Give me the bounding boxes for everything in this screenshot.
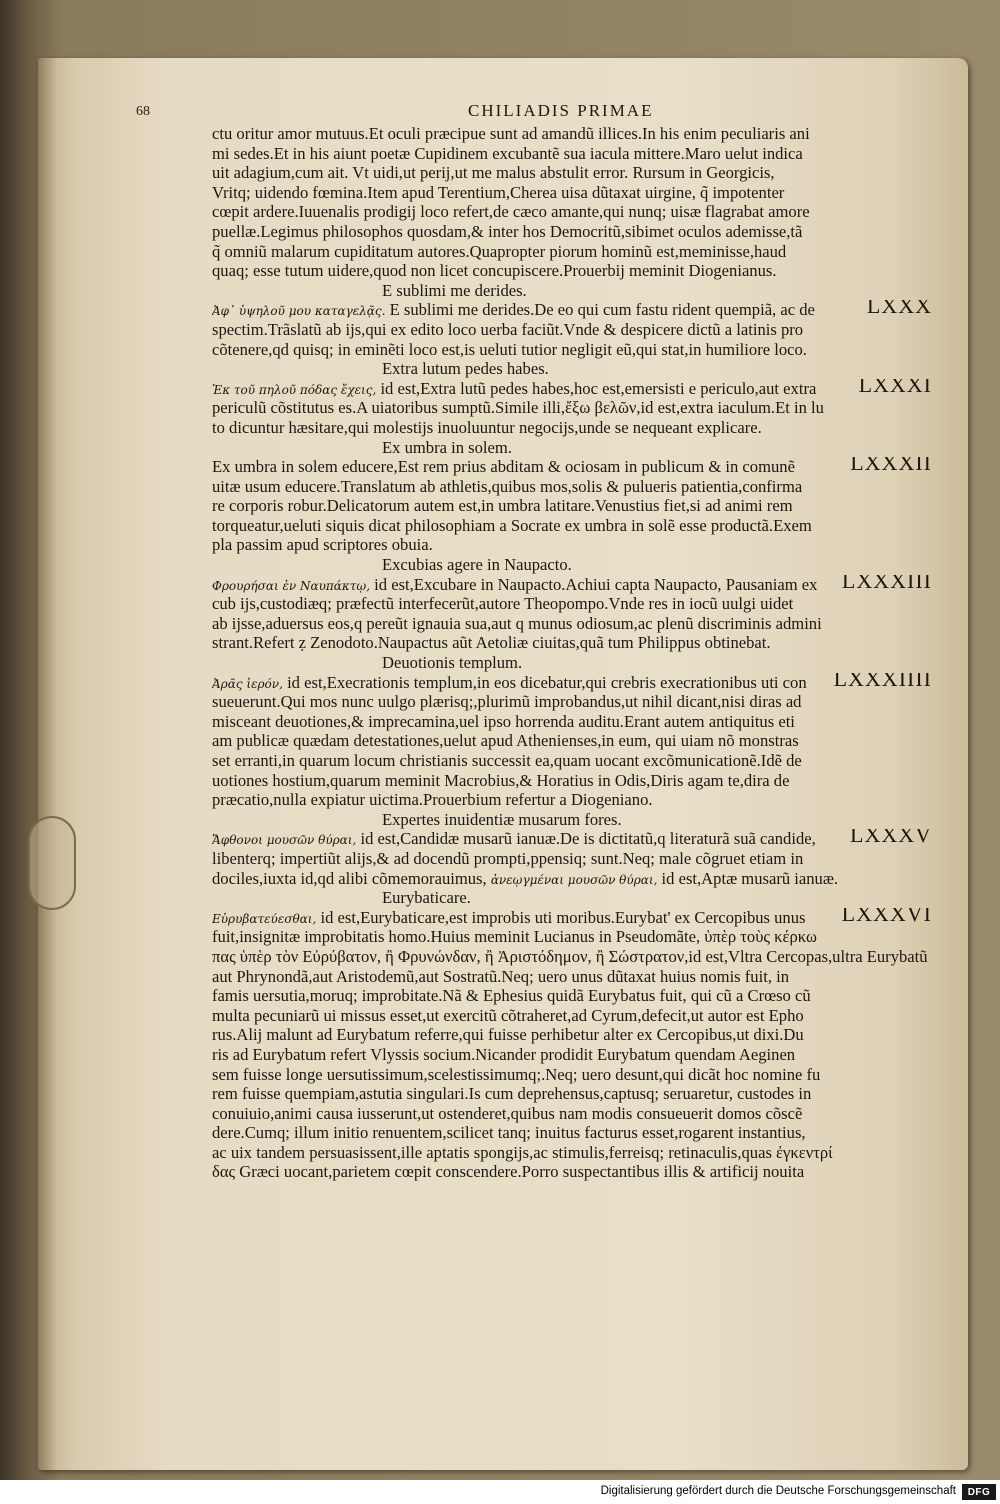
text-line <box>212 496 932 516</box>
text-line <box>212 418 932 438</box>
greek-phrase: Ἀρᾶς ἱερόν, <box>212 676 283 691</box>
adage-number: LXXXIIII <box>833 672 932 691</box>
text-line <box>212 340 932 360</box>
text-line <box>212 1045 932 1065</box>
text-line <box>212 790 932 810</box>
adage-number: LXXXI <box>858 378 932 397</box>
adage-number: LXXXII <box>850 457 932 476</box>
line-text: spectim.Trãslatũ ab ijs,qui ex edito loco uerba faciũt.Vnde & despicere dictũ a latinis pro <box>212 319 804 339</box>
adage-entry-line <box>212 379 932 399</box>
text-line <box>212 614 932 634</box>
text-line <box>212 751 932 771</box>
adage-entry-line <box>212 300 932 320</box>
adage-number: LXXXV <box>850 829 932 848</box>
line-text: Extra lutum pedes habes. <box>382 359 549 379</box>
line-text: id est,Execrationis templum,in eos dicebatur,qui crebris execrationibus uti con <box>287 672 807 692</box>
line-text: ab ijsse,aduersus eos,q pereũt ignauia sua,aut q munus odiosum,ac plenũ discriminis admini <box>212 613 822 633</box>
line-text: Eurybaticare. <box>382 888 471 908</box>
greek-phrase: Εὐρυβατεύεσθαι, <box>212 911 317 926</box>
adage-title <box>212 555 932 575</box>
line-text: rus.Alij malunt ad Eurybatum referre,qui fuisse perhibetur alter ex Cercopibus,ut dixi.Du <box>212 1025 804 1045</box>
line-text: cõtenere,qd quisq; in eminẽti loco est,is ueluti tutior negligit eũ,qui stat,in humiliore loco. <box>212 339 807 359</box>
adage-entry-line <box>212 829 932 849</box>
text-line <box>212 242 932 262</box>
adage-entry-line <box>212 457 932 477</box>
line-text: quaq; esse tutum uidere,quod non licet concupiscere.Prouerbij meminit Diogenianus. <box>212 261 777 281</box>
line-text: fuit,insignitæ improbitatis homo.Huius meminit Lucianus in Pseudomãte, ὑπὲρ τοὺς κέρκω <box>212 927 817 947</box>
text-line <box>212 731 932 751</box>
text-line <box>212 986 932 1006</box>
line-text: multa pecuniarũ ui missus esset,ut exercitũ cõtraheret,ad Cyrum,defecit,ut autor est Epho <box>212 1005 804 1025</box>
line-text: mi sedes.Et in his aiunt poetæ Cupidinem excubantẽ sua iacula mittere.Maro uelut indica <box>212 143 803 163</box>
line-text: Deuotionis templum. <box>382 653 523 673</box>
line-text: sueuerunt.Qui mos nunc uulgo plærisq;,plurimũ improbandus,ut nihil dicant,nisi diras ad <box>212 692 802 712</box>
text-line <box>212 947 932 967</box>
line-text: id est,Excubare in Naupacto.Achiui capta Naupacto, Pausaniam ex <box>374 574 818 594</box>
line-text: set erranti,in quarum locum christianis successit ea,quam uocant excõmunicationẽ.Idẽ de <box>212 751 802 770</box>
line-text: id est,Aptæ musarũ ianuæ. <box>661 868 839 888</box>
line-text: id est,Extra lutũ pedes habes,hoc est,emersisti e periculo,aut extra <box>380 378 817 398</box>
line-text: uotiones hostium,quarum meminit Macrobius,& Horatius in Odis,Diris agam te,dira de <box>212 770 790 790</box>
line-text: cub ijs,custodiæq; præfectũ interfecerũt,autore Theopompo.Vnde res in iocũ uulgi uidet <box>212 594 794 614</box>
line-text: dere.Cumq; illum initio renuentem,scilicet tanq; inuitus facturus esset,rogarent instantius, <box>212 1123 806 1143</box>
line-text: misceant deuotiones,& imprecamina,uel ipso horrenda auditu.Erant autem antiquitus eti <box>212 711 795 731</box>
line-text: conuiuio,animi causa iusserunt,ut ostenderet,quibus nam modis consueuerit domos cõscẽ <box>212 1103 803 1123</box>
adage-number: LXXX <box>866 300 932 319</box>
text-line <box>212 163 932 183</box>
adage-entry-line <box>212 673 932 693</box>
text-line <box>212 967 932 987</box>
adage-title <box>212 281 932 301</box>
line-text: Excubias agere in Naupacto. <box>382 555 572 575</box>
line-text: Vritq; uidendo fœmina.Item apud Terentium,Cherea uisa dũtaxat uirgine, q̃ impotenter <box>212 182 785 202</box>
text-line <box>212 222 932 242</box>
line-text: puellæ.Legimus philosophos quosdam,& inter hos Democritũ,sibimet oculos ademisse,tã <box>212 221 803 241</box>
text-line <box>212 124 932 144</box>
line-text: strant.Refert ẓ Zenodoto.Naupactus aũt Aetoliæ ciuitas,quã tum Philippus obtinebat. <box>212 633 771 653</box>
text-line <box>212 869 932 889</box>
adage-number: LXXXVI <box>841 907 932 926</box>
line-text: Expertes inuidentiæ musarum fores. <box>382 809 622 829</box>
page-gutter <box>38 58 56 1470</box>
line-text: periculũ cõstitutus es.A uiatoribus sumptũ.Simile illi,ἔξω βελῶν,id est,extra iaculum.Et in lu <box>212 398 824 418</box>
greek-phrase: Ἀφ᾽ ὑψηλοῦ μου καταγελᾷς. <box>212 304 386 319</box>
text-line <box>212 535 932 555</box>
greek-phrase: Ἐκ τοῦ πηλοῦ πόδας ἔχεις, <box>212 382 377 397</box>
text-line <box>212 202 932 222</box>
line-text: id est,Eurybaticare,est improbis uti moribus.Eurybat' ex Cercopibus unus <box>320 907 806 927</box>
line-text: q̃ omniũ malarum cupiditatum autores.Quapropter piorum hominũ est,meminisse,haud <box>212 241 787 261</box>
line-text: rem fuisse quempiam,astutia singulari.Is cum deprehensus,captusq; seruaretur, custodes in <box>212 1084 812 1104</box>
line-text: ctu oritur amor mutuus.Et oculi præcipue sunt ad amandũ illices.In his enim peculiaris ani <box>212 124 810 143</box>
line-text: πας ὑπὲρ τὸν Εὐρύβατον, ἢ Φρυνώνδαν, ἢ Ἀριστόδημον, ἢ Σώστρατον,id est,Vltra Cercopas,ultra Eurybatũ <box>212 946 928 966</box>
greek-phrase: Φρουρήσαι ἐν Ναυπάκτῳ, <box>212 578 371 593</box>
line-text: re corporis robur.Delicatorum autem est,in umbra latitare.Venustius fiet,si ad animi rem <box>212 496 793 516</box>
footer-bar <box>0 1480 1000 1504</box>
text-line <box>212 692 932 712</box>
text-line <box>212 712 932 732</box>
adage-title <box>212 653 932 673</box>
text-line <box>212 320 932 340</box>
greek-phrase: Ἄφθονοι μουσῶν θύραι, <box>212 833 357 848</box>
line-text: E sublimi me derides.De eo qui cum fastu rident quempiã, ac de <box>389 300 815 320</box>
line-text: præcatio,nulla expiatur uictima.Prouerbium refertur a Diogeniano. <box>212 790 653 810</box>
line-text: torqueatur,ueluti siquis dicat philosophiam a Socrate ex umbra in solẽ esse productã.Exem <box>212 515 812 535</box>
text-line <box>212 1104 932 1124</box>
line-text: famis uersutia,moruq; improbitate.Nã & Ephesius quidã Eurybatus fuit, qui cũ a Crœso cũ <box>212 986 811 1006</box>
dfg-logo: DFG <box>962 1484 996 1500</box>
adage-entry-line <box>212 575 932 595</box>
text-line <box>212 398 932 418</box>
text-line <box>212 1143 932 1163</box>
page-body <box>212 124 932 1182</box>
text-line <box>212 1065 932 1085</box>
adage-title <box>212 438 932 458</box>
line-text: id est,Candidæ musarũ ianuæ.De is dictitatũ,q literaturã suã candide, <box>360 829 816 849</box>
text-line <box>212 1006 932 1026</box>
text-line <box>212 1084 932 1104</box>
line-text: aut Phrynondã,aut Aristodemũ,aut Sostratũ.Neq; uero unus dũtaxat huius nomis fuit, in <box>212 966 790 986</box>
text-line <box>212 1123 932 1143</box>
line-text: uit adagium,cum ait. Vt uidi,ut perij,ut me malus abstulit error. Rursum in Georgicis, <box>212 163 775 183</box>
line-text: pla passim apud scriptores obuia. <box>212 535 433 555</box>
adage-title <box>212 810 932 830</box>
text-line <box>212 1025 932 1045</box>
adage-entry-line <box>212 908 932 928</box>
adage-number: LXXXIII <box>841 574 932 593</box>
line-text: ris ad Eurybatum refert Vlyssis socium.Nicander prodidit Eurybatum quendam Aeginen <box>212 1044 796 1064</box>
line-text: cœpit ardere.Iuuenalis prodigij loco refert,de cæco amante,qui nunq; uisæ flagrabat amore <box>212 202 810 222</box>
text-line <box>212 1162 932 1182</box>
running-head: CHILIADIS PRIMAE <box>468 101 654 120</box>
text-line <box>212 261 932 281</box>
line-text: libenterq; impertiũt alijs,& ad docendũ prompti,ppensiq; sunt.Neq; male cõgruet etiam in <box>212 848 804 868</box>
greek-phrase: ἀνεῳγμέναι μουσῶν θύραι, <box>490 872 658 887</box>
line-text: δας Græci uocant,parietem cœpit conscendere.Porro suspectantibus illis & artificij nouita <box>212 1162 805 1182</box>
text-line <box>212 927 932 947</box>
line-text: Ex umbra in solem. <box>382 437 512 457</box>
line-text: sem fuisse longe uersutissimum,scelestissimumq;.Neq; uero desunt,qui dicãt hoc nomine fu <box>212 1064 821 1084</box>
text-line <box>212 633 932 653</box>
line-text: am publicæ quædam detestationes,uelut apud Athenienses,in eum, qui uiam nõ monstras <box>212 731 799 751</box>
text-line <box>212 849 932 869</box>
page-number: 68 <box>136 104 150 119</box>
text-line <box>212 144 932 164</box>
line-text: to dicuntur hæsitare,qui molestijs inuoluuntur negocijs,unde se nequeant explicare. <box>212 417 762 437</box>
text-line <box>212 516 932 536</box>
text-line <box>212 771 932 791</box>
line-text: Ex umbra in solem educere,Est rem prius abditam & ociosam in publicum & in comunẽ <box>212 457 795 477</box>
book-clasp <box>28 816 76 910</box>
text-line <box>212 594 932 614</box>
adage-title <box>212 359 932 379</box>
line-text: dociles,iuxta id,qd alibi cõmemorauimus, <box>212 868 487 888</box>
text-line <box>212 183 932 203</box>
text-line <box>212 477 932 497</box>
digitization-credit: Digitalisierung gefördert durch die Deutsche Forschungsgemeinschaft <box>600 1485 956 1497</box>
adage-title <box>212 888 932 908</box>
line-text: ac uix tandem persuasissent,ille aptatis spongijs,ac stimulis,ferreisq; retinaculis,quas ἐγκεντρί <box>212 1142 833 1162</box>
line-text: E sublimi me derides. <box>382 280 527 300</box>
line-text: uitæ usum educere.Translatum ab athletis,quibus mos,solis & pulueris patientia,confirma <box>212 476 803 496</box>
